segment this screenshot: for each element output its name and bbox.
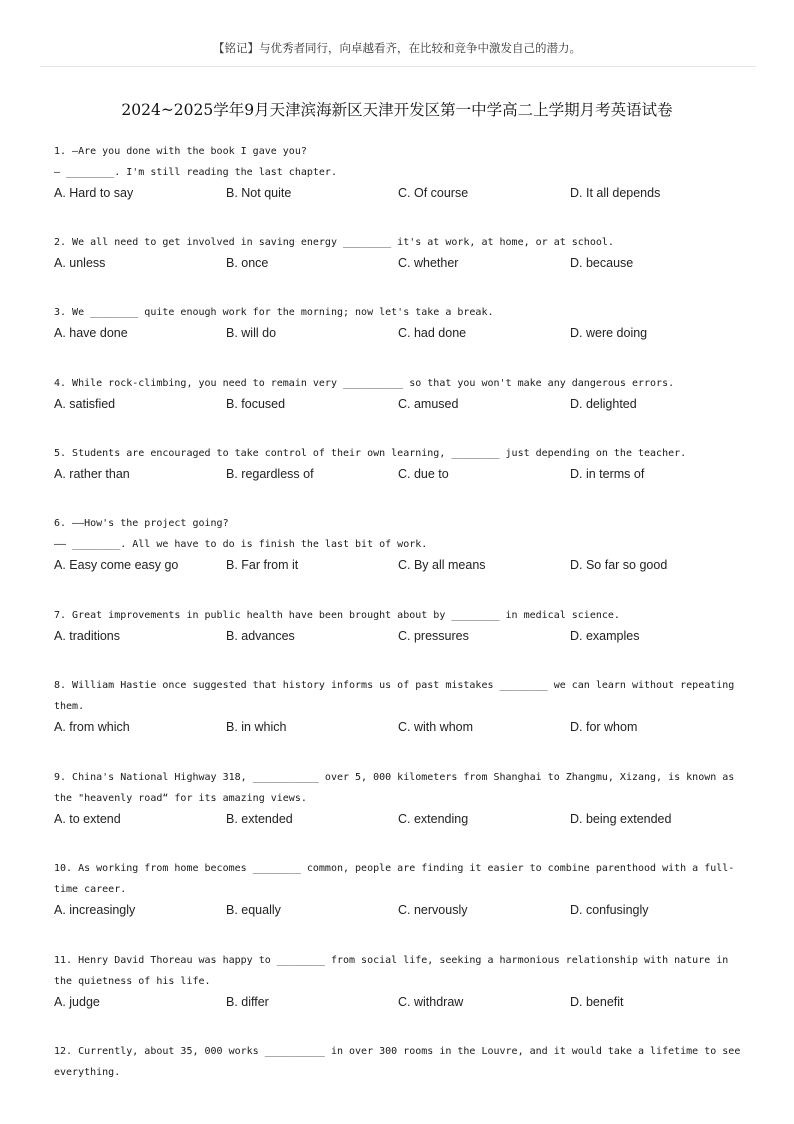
question-1 [54,141,754,204]
options-row [54,555,754,576]
question-10 [54,858,754,921]
option-d: D. because [570,256,634,270]
option-c: C. due to [398,467,449,481]
option-a: A. to extend [54,812,121,826]
question-stem: 10. As working from home becomes ________ common, people are finding it easier to combine parenthood with a full- [54,863,735,874]
option-c: C. amused [398,397,459,411]
question-stem: 4. While rock-climbing, you need to remain very __________ so that you won't make any dangerous errors. [54,378,675,389]
question-stem: the quietness of his life. [54,976,211,987]
options-row [54,900,754,921]
header-divider [40,66,756,67]
option-d: D. were doing [570,326,648,340]
option-a: A. unless [54,256,106,270]
option-d: D. being extended [570,812,672,826]
question-stem: 3. We ________ quite enough work for the morning; now let's take a break. [54,307,494,318]
option-a: A. judge [54,995,100,1009]
question-stem: everything. [54,1067,121,1078]
question-3 [54,302,754,344]
option-d: D. in terms of [570,467,645,481]
question-2 [54,232,754,274]
option-b: B. extended [226,812,293,826]
options-row [54,626,754,647]
option-d: D. examples [570,629,640,643]
option-b: B. Not quite [226,186,292,200]
question-stem: 1. —Are you done with the book I gave you? [54,146,307,157]
question-7 [54,605,754,647]
question-stem: 9. China's National Highway 318, ___________ over 5, 000 kilometers from Shanghai to Zhangmu, Xizang, is known as [54,772,735,783]
option-b: B. advances [226,629,295,643]
question-9 [54,767,754,830]
option-b: B. differ [226,995,269,1009]
exam-title: 2024~2025学年9月天津滨海新区天津开发区第一中学高二上学期月考英语试卷 [121,101,673,119]
option-d: D. So far so good [570,558,668,572]
options-row [54,183,754,204]
option-d: D. confusingly [570,903,649,917]
options-row [54,323,754,344]
option-a: A. Hard to say [54,186,134,200]
option-b: B. regardless of [226,467,314,481]
page-motto: 【铭记】与优秀者同行，向卓越看齐，在比较和竞争中激发自己的潜力。 [213,41,581,55]
option-b: B. Far from it [226,558,299,572]
question-stem: time career. [54,884,127,895]
option-b: B. in which [226,720,287,734]
option-a: A. have done [54,326,128,340]
option-b: B. will do [226,326,277,340]
question-stem: the "heavenly road“ for its amazing views. [54,793,307,804]
question-8 [54,675,754,738]
option-d: D. for whom [570,720,638,734]
question-6 [54,513,754,576]
question-stem: them. [54,701,85,712]
question-stem: — ________. I'm still reading the last chapter. [54,167,337,178]
option-b: B. focused [226,397,286,411]
option-b: B. equally [226,903,281,917]
options-row [54,464,754,485]
question-stem: 2. We all need to get involved in saving energy ________ it's at work, at home, or at school. [54,237,614,248]
question-stem: 8. William Hastie once suggested that history informs us of past mistakes ________ we can learn without repeating [54,680,735,691]
option-a: A. satisfied [54,397,116,411]
question-stem: 7. Great improvements in public health have been brought about by ________ in medical science. [54,610,620,621]
option-c: C. nervously [398,903,468,917]
option-a: A. from which [54,720,130,734]
option-d: D. delighted [570,397,637,411]
question-stem: 11. Henry David Thoreau was happy to ________ from social life, seeking a harmonious relationship with nature in [54,955,729,966]
question-stem: 12. Currently, about 35, 000 works __________ in over 300 rooms in the Louvre, and it would take a lifetime to see [54,1046,741,1057]
question-stem: 6. ——How's the project going? [54,518,229,529]
option-a: A. rather than [54,467,130,481]
options-row [54,394,754,415]
option-c: C. with whom [398,720,474,734]
option-a: A. traditions [54,629,121,643]
options-row [54,253,754,274]
options-row [54,992,754,1013]
option-c: C. By all means [398,558,486,572]
question-stem: —— ________. All we have to do is finish the last bit of work. [54,539,428,550]
question-11 [54,950,754,1013]
option-c: C. withdraw [398,995,464,1009]
question-stem: 5. Students are encouraged to take control of their own learning, ________ just depending on the teacher. [54,448,687,459]
options-row [54,717,754,738]
option-c: C. Of course [398,186,469,200]
option-a: A. increasingly [54,903,136,917]
options-row [54,809,754,830]
question-4 [54,373,754,415]
option-c: C. whether [398,256,459,270]
question-5 [54,443,754,485]
option-d: D. benefit [570,995,624,1009]
option-a: A. Easy come easy go [54,558,179,572]
question-12 [54,1041,754,1083]
option-c: C. pressures [398,629,469,643]
option-c: C. had done [398,326,467,340]
option-d: D. It all depends [570,186,661,200]
option-c: C. extending [398,812,469,826]
option-b: B. once [226,256,269,270]
